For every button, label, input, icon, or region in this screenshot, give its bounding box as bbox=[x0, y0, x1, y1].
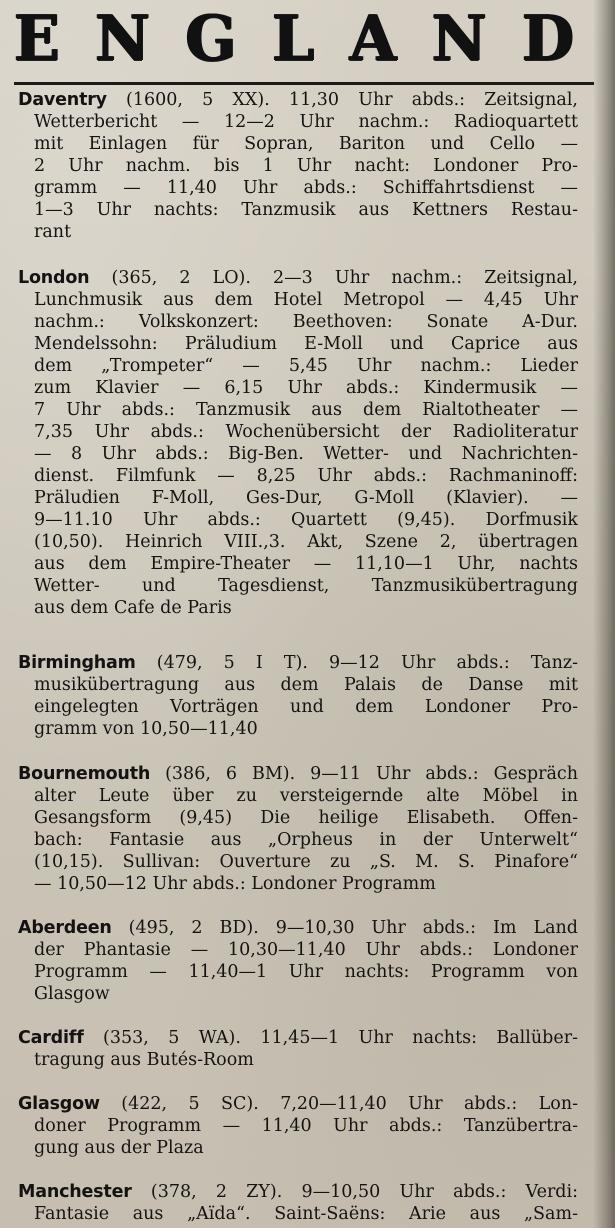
page-shadow-edge bbox=[593, 0, 615, 1228]
entry-text: Wetterbericht — 12—2 Uhr nachm.: Radioquartett bbox=[34, 112, 578, 132]
station-name: Daventry bbox=[18, 90, 107, 110]
station-name: Glasgow bbox=[18, 1094, 100, 1114]
station-name: Birmingham bbox=[18, 653, 136, 673]
title-letter: D bbox=[521, 2, 574, 76]
entry-text: 1—3 Uhr nachts: Tanzmusik aus Kettners Restau- bbox=[34, 200, 578, 220]
entry-text: (479, 5 I T). 9—12 Uhr abds.: Tanz- bbox=[135, 653, 578, 673]
title-letter: L bbox=[272, 2, 315, 76]
entry-text: (365, 2 LO). 2—3 Uhr nachm.: Zeitsignal, bbox=[89, 268, 578, 288]
entry-text: Präludien F-Moll, Ges-Dur, G-Moll (Klavier). — bbox=[34, 488, 578, 508]
entry-text: eingelegten Vorträgen und dem Londoner Pro- bbox=[34, 697, 578, 717]
entry-text: 9—11.10 Uhr abds.: Quartett (9,45). Dorfmusik bbox=[34, 510, 578, 530]
entry-text: rant bbox=[34, 222, 72, 242]
station-entry-bournemouth bbox=[18, 763, 578, 895]
station-entry-birmingham bbox=[18, 652, 578, 740]
entry-text: dienst. Filmfunk — 8,25 Uhr abds.: Rachmaninoff: bbox=[34, 466, 578, 486]
entry-text: Fantasie aus „Aïda“. Saint-Saëns: Arie aus „Sam- bbox=[34, 1204, 578, 1224]
entry-text: (353, 5 WA). 11,45—1 Uhr nachts: Ballüber- bbox=[83, 1028, 578, 1048]
entry-text: bach: Fantasie aus „Orpheus in der Unterwelt“ bbox=[34, 830, 578, 850]
station-name: Manchester bbox=[18, 1182, 132, 1202]
title-letter: E bbox=[14, 2, 60, 76]
entry-text: tragung aus Butés-Room bbox=[34, 1050, 254, 1070]
entry-text: musikübertragung aus dem Palais de Danse mit bbox=[34, 675, 578, 695]
entry-text: — 8 Uhr abds.: Big-Ben. Wetter- und Nachrichten- bbox=[34, 444, 578, 464]
entry-text: zum Klavier — 6,15 Uhr abds.: Kindermusik — bbox=[34, 378, 578, 398]
title-letter: N bbox=[431, 2, 487, 76]
entry-text: (386, 6 BM). 9—11 Uhr abds.: Gespräch bbox=[150, 764, 578, 784]
entry-text: Wetter- und Tagesdienst, Tanzmusikübertragung bbox=[34, 576, 578, 596]
entry-text: (1600, 5 XX). 11,30 Uhr abds.: Zeitsignal, bbox=[106, 90, 578, 110]
entry-text: aus dem Cafe de Paris bbox=[34, 598, 232, 618]
entry-text: (378, 2 ZY). 9—10,50 Uhr abds.: Verdi: bbox=[131, 1182, 578, 1202]
masthead bbox=[14, 0, 594, 85]
entry-text: aus dem Empire-Theater — 11,10—1 Uhr, nachts bbox=[34, 554, 578, 574]
station-name: Aberdeen bbox=[18, 918, 112, 938]
entry-text: Glasgow bbox=[34, 984, 110, 1004]
entry-text: (495, 2 BD). 9—10,30 Uhr abds.: Im Land bbox=[111, 918, 578, 938]
entry-text: — 10,50—12 Uhr abds.: Londoner Programm bbox=[34, 874, 436, 894]
entry-text: 7,35 Uhr abds.: Wochenübersicht der Radioliteratur bbox=[34, 422, 578, 442]
entry-text: alter Leute über zu versteigernde alte Möbel in bbox=[34, 786, 578, 806]
entry-text: 7 Uhr abds.: Tanzmusik aus dem Rialtotheater — bbox=[34, 400, 578, 420]
station-name: Cardiff bbox=[18, 1028, 84, 1048]
entry-text: Gesangsform (9,45) Die heilige Elisabeth. Offen- bbox=[34, 808, 578, 828]
entry-text: gramm von 10,50—11,40 bbox=[34, 719, 258, 739]
station-entry-daventry bbox=[18, 89, 578, 243]
station-name: Bournemouth bbox=[18, 764, 151, 784]
entry-text: mit Einlagen für Sopran, Bariton und Cello — bbox=[34, 134, 578, 154]
entry-text: (10,50). Heinrich VIII.,3. Akt, Szene 2, übertragen bbox=[34, 532, 578, 552]
entry-text: Lunchmusik aus dem Hotel Metropol — 4,45 Uhr bbox=[34, 290, 578, 310]
title-letter: N bbox=[95, 2, 150, 76]
entry-text: (10,15). Sullivan: Ouverture zu „S. M. S. Pinafore“ bbox=[34, 852, 578, 872]
entry-text: doner Programm — 11,40 Uhr abds.: Tanzübertra- bbox=[34, 1116, 578, 1136]
entry-text: (422, 5 SC). 7,20—11,40 Uhr abds.: Lon- bbox=[99, 1094, 578, 1114]
station-entry-london bbox=[18, 267, 578, 619]
entry-text: dem „Trompeter“ — 5,45 Uhr nachm.: Lieder bbox=[34, 356, 578, 376]
entry-text: Programm — 11,40—1 Uhr nachts: Programm von bbox=[34, 962, 578, 982]
station-entry-glasgow bbox=[18, 1093, 578, 1159]
newspaper-column bbox=[14, 0, 594, 1228]
entry-text: Mendelssohn: Präludium E-Moll und Caprice aus bbox=[34, 334, 578, 354]
title-letter: G bbox=[185, 2, 237, 76]
entry-text: nachm.: Volkskonzert: Beethoven: Sonate A-Dur. bbox=[34, 312, 578, 332]
entry-text: der Phantasie — 10,30—11,40 Uhr abds.: Londoner bbox=[34, 940, 578, 960]
page-title bbox=[14, 2, 574, 76]
station-name: London bbox=[18, 268, 90, 288]
entry-text: 2 Uhr nachm. bis 1 Uhr nacht: Londoner Pro- bbox=[34, 156, 578, 176]
title-letter: A bbox=[349, 2, 397, 76]
station-entry-aberdeen bbox=[18, 917, 578, 1005]
entry-text: gung aus der Plaza bbox=[34, 1138, 204, 1158]
station-entry-cardiff bbox=[18, 1027, 578, 1071]
station-entry-manchester bbox=[18, 1181, 578, 1225]
entry-text: gramm — 11,40 Uhr abds.: Schiffahrtsdienst — bbox=[34, 178, 578, 198]
